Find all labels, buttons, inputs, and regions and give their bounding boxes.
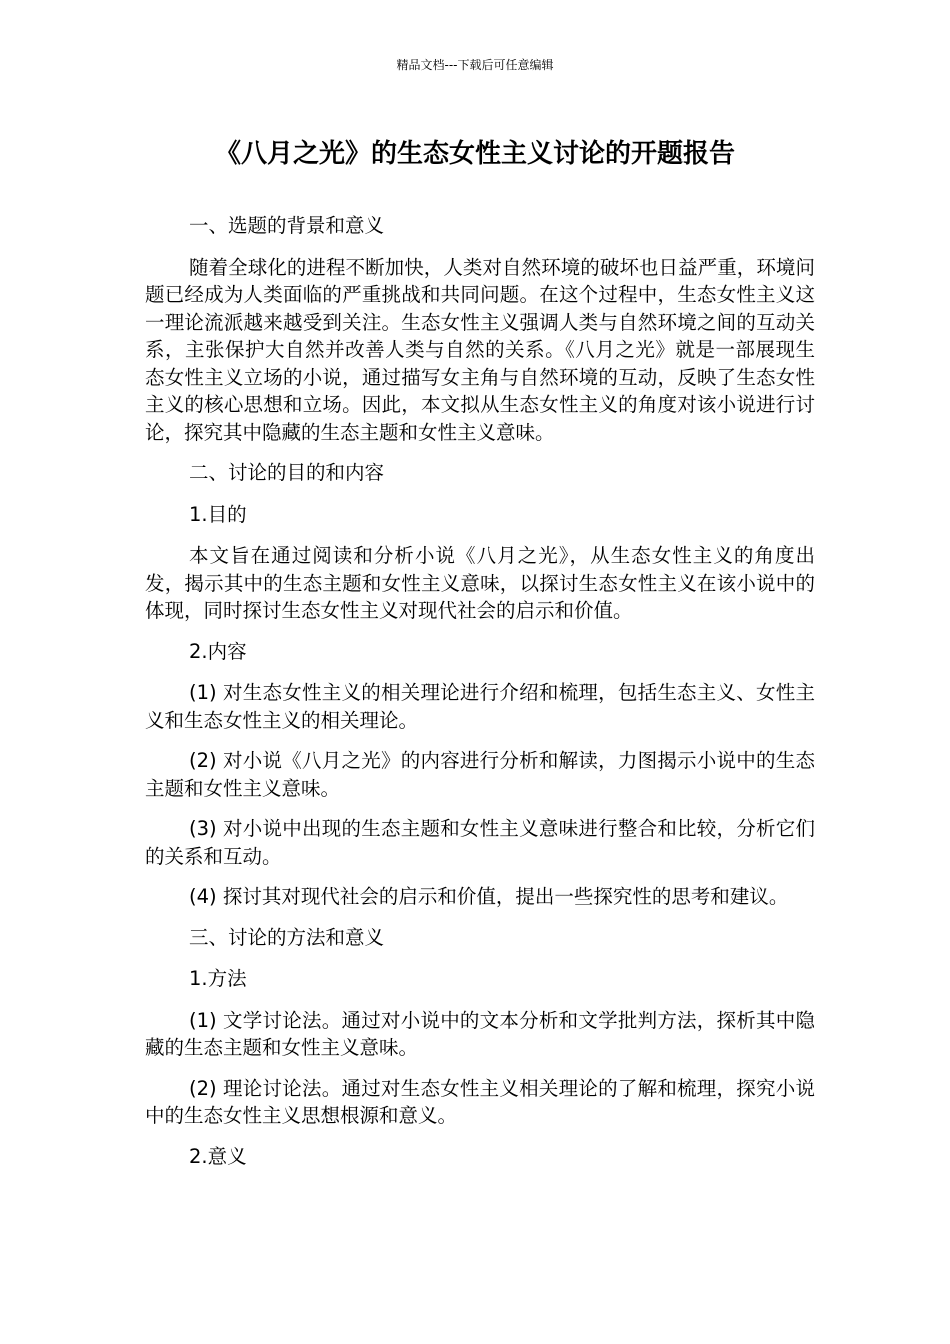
list-item-content-1: (1) 对生态女性主义的相关理论进行介绍和梳理，包括生态主义、女性主义和生态女性主义的相关理论。 <box>145 681 815 732</box>
subheading-significance: 2.意义 <box>189 1144 247 1168</box>
list-item-content-3: (3) 对小说中出现的生态主题和女性主义意味进行整合和比较，分析它们的关系和互动。 <box>145 817 815 868</box>
list-item-content-2: (2) 对小说《八月之光》的内容进行分析和解读，力图揭示小说中的生态主题和女性主义意味。 <box>145 749 815 800</box>
subheading-purpose: 1.目的 <box>189 502 247 526</box>
document-title: 《八月之光》的生态女性主义讨论的开题报告 <box>214 139 735 169</box>
paragraph-purpose: 本文旨在通过阅读和分析小说《八月之光》，从生态女性主义的角度出发，揭示其中的生态主题和女性主义意味，以探讨生态女性主义在该小说中的体现，同时探讨生态女性主义对现代社会的启示和价值。 <box>145 544 815 622</box>
list-item-content-4: (4) 探讨其对现代社会的启示和价值，提出一些探究性的思考和建议。 <box>189 885 789 908</box>
list-item-method-1: (1) 文学讨论法。通过对小说中的文本分析和文学批判方法，探析其中隐藏的生态主题和女性主义意味。 <box>145 1008 815 1059</box>
section-heading-background: 一、选题的背景和意义 <box>189 214 385 237</box>
section-heading-methods: 三、讨论的方法和意义 <box>189 925 385 949</box>
list-item-method-2: (2) 理论讨论法。通过对生态女性主义相关理论的了解和梳理，探究小说中的生态女性主义思想根源和意义。 <box>145 1076 815 1127</box>
page-header: 精品文档---下载后可任意编辑 <box>396 58 554 72</box>
section-heading-purpose-content: 二、讨论的目的和内容 <box>189 461 385 484</box>
document-body <box>145 212 815 1184</box>
subheading-methods: 1.方法 <box>189 967 247 990</box>
subheading-content: 2.内容 <box>189 639 247 663</box>
paragraph-background: 随着全球化的进程不断加快，人类对自然环境的破坏也日益严重，环境问题已经成为人类面临的严重挑战和共同问题。在这个过程中，生态女性主义这一理论流派越来越受到关注。生态女性主义强调人类与自然环境之间的互动关系，主张保护大自然并改善人类与自然的关系。《八月之光》就是一部展现生态女性主义立场的小说，通过描写女主角与自然环境的互动，反映了生态女性主义的核心思想和立场。因此，本文拟从生态女性主义的角度对该小说进行讨论，探究其中隐藏的生态主题和女性主义意味。 <box>145 255 815 444</box>
